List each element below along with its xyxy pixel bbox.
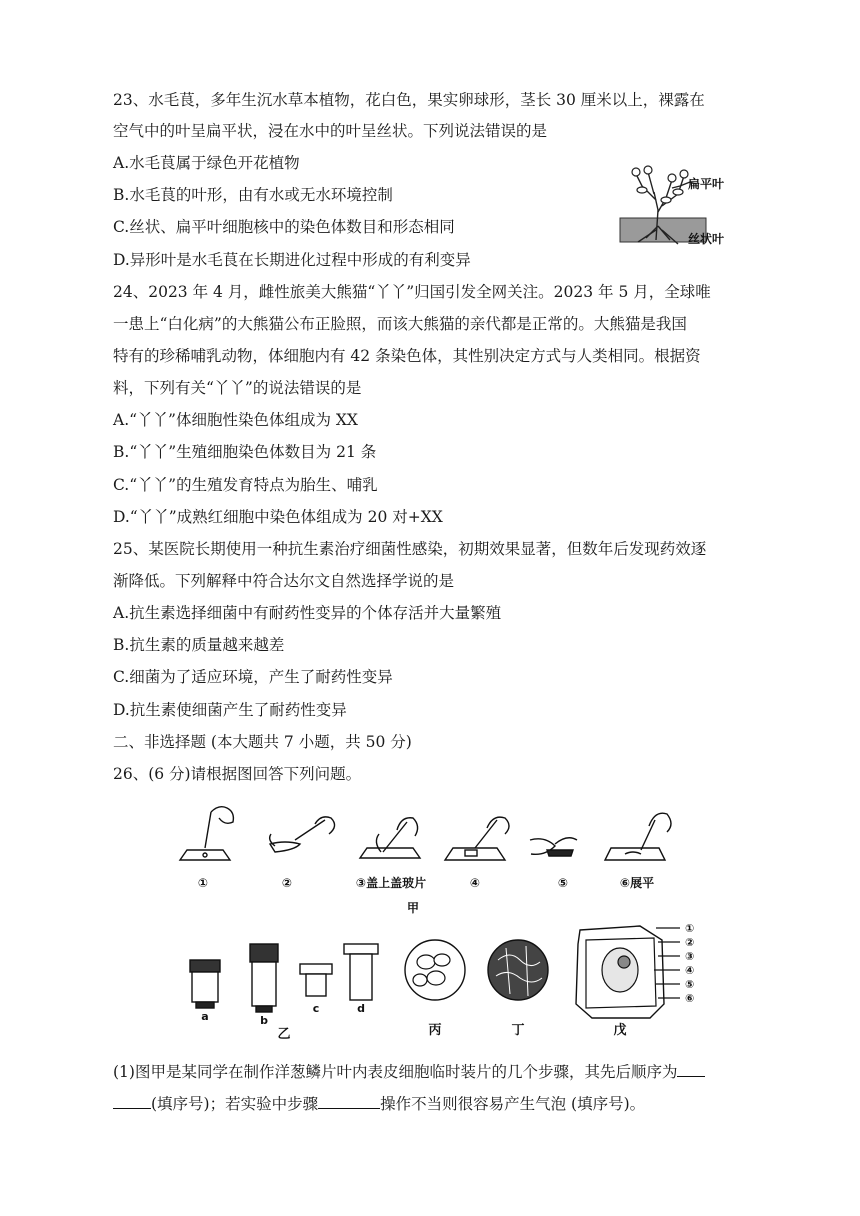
q23-stem-line-2: 空气中的叶呈扁平状，浸在水中的叶呈丝状。下列说法错误的是 [113,122,548,140]
lens-c-label: c [312,1002,320,1015]
q24-option-c: C.“丫丫”的生殖发育特点为胎生、哺乳 [113,476,378,494]
figure-jia-caption: 甲 [406,901,420,915]
figure-jia-slide-steps [175,800,685,918]
q24-stem-line-3: 特有的珍稀哺乳动物，体细胞内有 42 条染色体，其性别决定方式与人类相同。根据资 [113,347,701,365]
water-buttercup-figure [618,160,758,250]
filament-leaf-label: 丝状叶 [688,232,725,246]
q24-stem-line-4: 料，下列有关“丫丫”的说法错误的是 [113,379,362,397]
step-3-label: ③盖上盖玻片 [355,876,427,890]
q23-option-d: D.异形叶是水毛茛在长期进化过程中形成的有利变异 [113,251,471,269]
figure-ding-caption: 丁 [511,1023,525,1038]
cell-label-6: ⑥ [685,992,695,1005]
q25-stem-line-1: 25、某医院长期使用一种抗生素治疗细菌性感染，初期效果显著，但数年后发现药效逐 [113,540,707,558]
q26-sub1-line-1 [113,1060,705,1083]
q25-option-a: A.抗生素选择细菌中有耐药性变异的个体存活并大量繁殖 [113,604,502,622]
answer-blank-order-part1[interactable] [677,1060,705,1077]
step-4-label: ④ [469,876,481,890]
q24-stem-line-2: 一患上“白化病”的大熊猫公布正脸照，而该大熊猫的亲代都是正常的。大熊猫是我国 [113,315,687,333]
figure-bing-caption: 丙 [428,1023,442,1038]
q24-option-d: D.“丫丫”成熟红细胞中染色体组成为 20 对+XX [113,508,443,526]
answer-blank-bubble-step[interactable] [318,1092,380,1109]
cell-label-4: ④ [685,964,695,977]
q24-stem-line-1: 24、2023 年 4 月，雌性旅美大熊猫“丫丫”归国引发全网关注。2023 年 5 月，全球唯 [113,283,711,301]
figure-yi-caption: 乙 [277,1027,291,1040]
step-5-label: ⑤ [557,876,569,890]
q26-sub1-text-3: 操作不当则很容易产生气泡 (填序号)。 [380,1095,646,1113]
cell-label-2: ② [685,936,695,949]
cell-label-3: ③ [685,950,695,963]
step-6-label: ⑥展平 [619,876,655,890]
q26-sub1-text-2: (填序号)；若实验中步骤 [151,1095,319,1113]
section-2-heading: 二、非选择题 (本大题共 7 小题，共 50 分) [113,733,412,751]
q24-option-a: A.“丫丫”体细胞性染色体组成为 XX [113,411,358,429]
lens-b-label: b [260,1014,268,1027]
q23-option-a: A.水毛茛属于绿色开花植物 [113,154,300,172]
figure-bottom-row [180,920,700,1040]
cell-label-5: ⑤ [685,978,695,991]
q23-option-b: B.水毛茛的叶形，由有水或无水环境控制 [113,186,393,204]
q25-option-d: D.抗生素使细菌产生了耐药性变异 [113,701,347,719]
q25-option-c: C.细菌为了适应环境，产生了耐药性变异 [113,668,393,686]
q23-option-c: C.丝状、扁平叶细胞核中的染色体数目和形态相同 [113,218,455,236]
figure-wu-caption: 戊 [613,1023,627,1038]
lens-a-label: a [201,1010,209,1023]
q24-option-b: B.“丫丫”生殖细胞染色体数目为 21 条 [113,443,377,461]
flat-leaf-label: 扁平叶 [688,177,725,191]
cell-label-1: ① [685,922,695,935]
q26-stem: 26、(6 分)请根据图回答下列问题。 [113,765,362,783]
step-2-label: ② [281,876,293,890]
q25-stem-line-2: 渐降低。下列解释中符合达尔文自然选择学说的是 [113,572,455,590]
q25-option-b: B.抗生素的质量越来越差 [113,636,285,654]
answer-blank-order-part2[interactable] [113,1092,151,1109]
q26-sub1-line-2 [113,1092,645,1115]
lens-d-label: d [357,1002,365,1015]
q23-stem-line-1: 23、水毛茛，多年生沉水草本植物，花白色，果实卵球形，茎长 30 厘米以上，裸露在 [113,91,705,109]
step-1-label: ① [197,876,209,890]
q26-sub1-text-1: (1)图甲是某同学在制作洋葱鳞片叶内表皮细胞临时装片的几个步骤，其先后顺序为 [113,1063,678,1081]
